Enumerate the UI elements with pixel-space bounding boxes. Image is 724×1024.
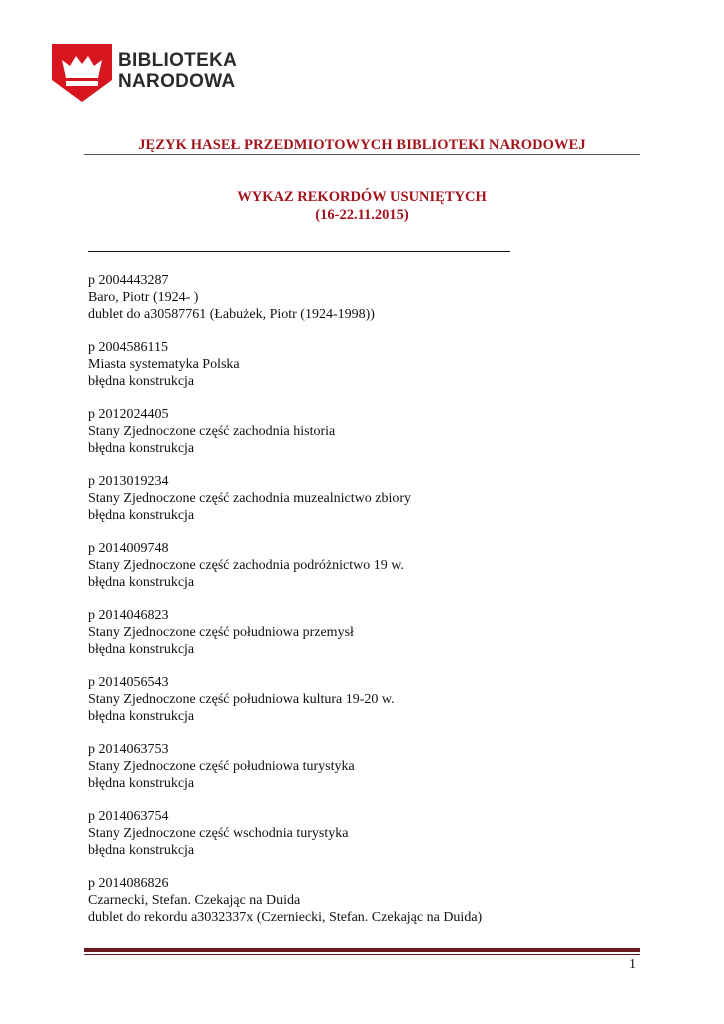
record-reason: dublet do rekordu a3032337x (Czerniecki, Stefan. Czekając na Duida)	[88, 910, 483, 925]
document-subtitle	[84, 188, 640, 224]
record-heading: Stany Zjednoczone część zachodnia muzealnictwo zbiory	[88, 491, 412, 506]
list-item	[88, 875, 648, 926]
record-id: p 2014063753	[88, 742, 169, 757]
list-item	[88, 272, 648, 323]
record-id: p 2014009748	[88, 541, 169, 556]
record-heading: Czarnecki, Stefan. Czekając na Duida	[88, 893, 301, 908]
record-heading: Stany Zjednoczone część zachodnia historia	[88, 424, 336, 439]
record-id: p 2014046823	[88, 608, 169, 623]
crown-logo-icon	[52, 44, 112, 102]
record-reason: błędna konstrukcja	[88, 843, 195, 858]
record-id: p 2013019234	[88, 474, 169, 489]
record-heading: Stany Zjednoczone część południowa turystyka	[88, 759, 355, 774]
record-id: p 2004586115	[88, 340, 168, 355]
record-reason: błędna konstrukcja	[88, 642, 195, 657]
subtitle-line-1: WYKAZ REKORDÓW USUNIĘTYCH	[237, 189, 487, 205]
list-item	[88, 339, 648, 390]
record-heading: Miasta systematyka Polska	[88, 357, 240, 372]
list-item	[88, 473, 648, 524]
record-heading: Stany Zjednoczone część wschodnia turystyka	[88, 826, 349, 841]
list-item	[88, 540, 648, 591]
footer-rule	[84, 948, 640, 952]
subtitle-date-range: (16-22.11.2015)	[315, 207, 409, 223]
section-divider	[88, 251, 510, 252]
footer-rule-thin	[84, 954, 640, 955]
logo-line-2: NARODOWA	[118, 71, 236, 92]
record-id: p 2014063754	[88, 809, 169, 824]
record-reason: błędna konstrukcja	[88, 441, 195, 456]
list-item	[88, 674, 648, 725]
header-rule	[84, 154, 640, 155]
record-reason: błędna konstrukcja	[88, 508, 195, 523]
record-reason: błędna konstrukcja	[88, 709, 195, 724]
record-list	[88, 272, 648, 942]
record-heading: Baro, Piotr (1924- )	[88, 290, 199, 305]
record-heading: Stany Zjednoczone część zachodnia podróżnictwo 19 w.	[88, 558, 404, 573]
document-header-title: JĘZYK HASEŁ PRZEDMIOTOWYCH BIBLIOTEKI NARODOWEJ	[138, 137, 586, 153]
list-item	[88, 741, 648, 792]
page-number: 1	[629, 957, 636, 972]
record-reason: dublet do a30587761 (Łabużek, Piotr (1924-1998))	[88, 307, 375, 322]
logo-line-1: BIBLIOTEKA	[118, 50, 238, 71]
list-item	[88, 808, 648, 859]
list-item	[88, 607, 648, 658]
record-id: p 2014086826	[88, 876, 169, 891]
record-heading: Stany Zjednoczone część południowa kultura 19-20 w.	[88, 692, 395, 707]
record-heading: Stany Zjednoczone część południowa przemysł	[88, 625, 354, 640]
record-reason: błędna konstrukcja	[88, 374, 195, 389]
list-item	[88, 406, 648, 457]
record-id: p 2012024405	[88, 407, 169, 422]
record-id: p 2004443287	[88, 273, 169, 288]
record-reason: błędna konstrukcja	[88, 776, 195, 791]
record-id: p 2014056543	[88, 675, 169, 690]
record-reason: błędna konstrukcja	[88, 575, 195, 590]
library-logo	[52, 44, 242, 104]
logo-text	[118, 50, 237, 92]
